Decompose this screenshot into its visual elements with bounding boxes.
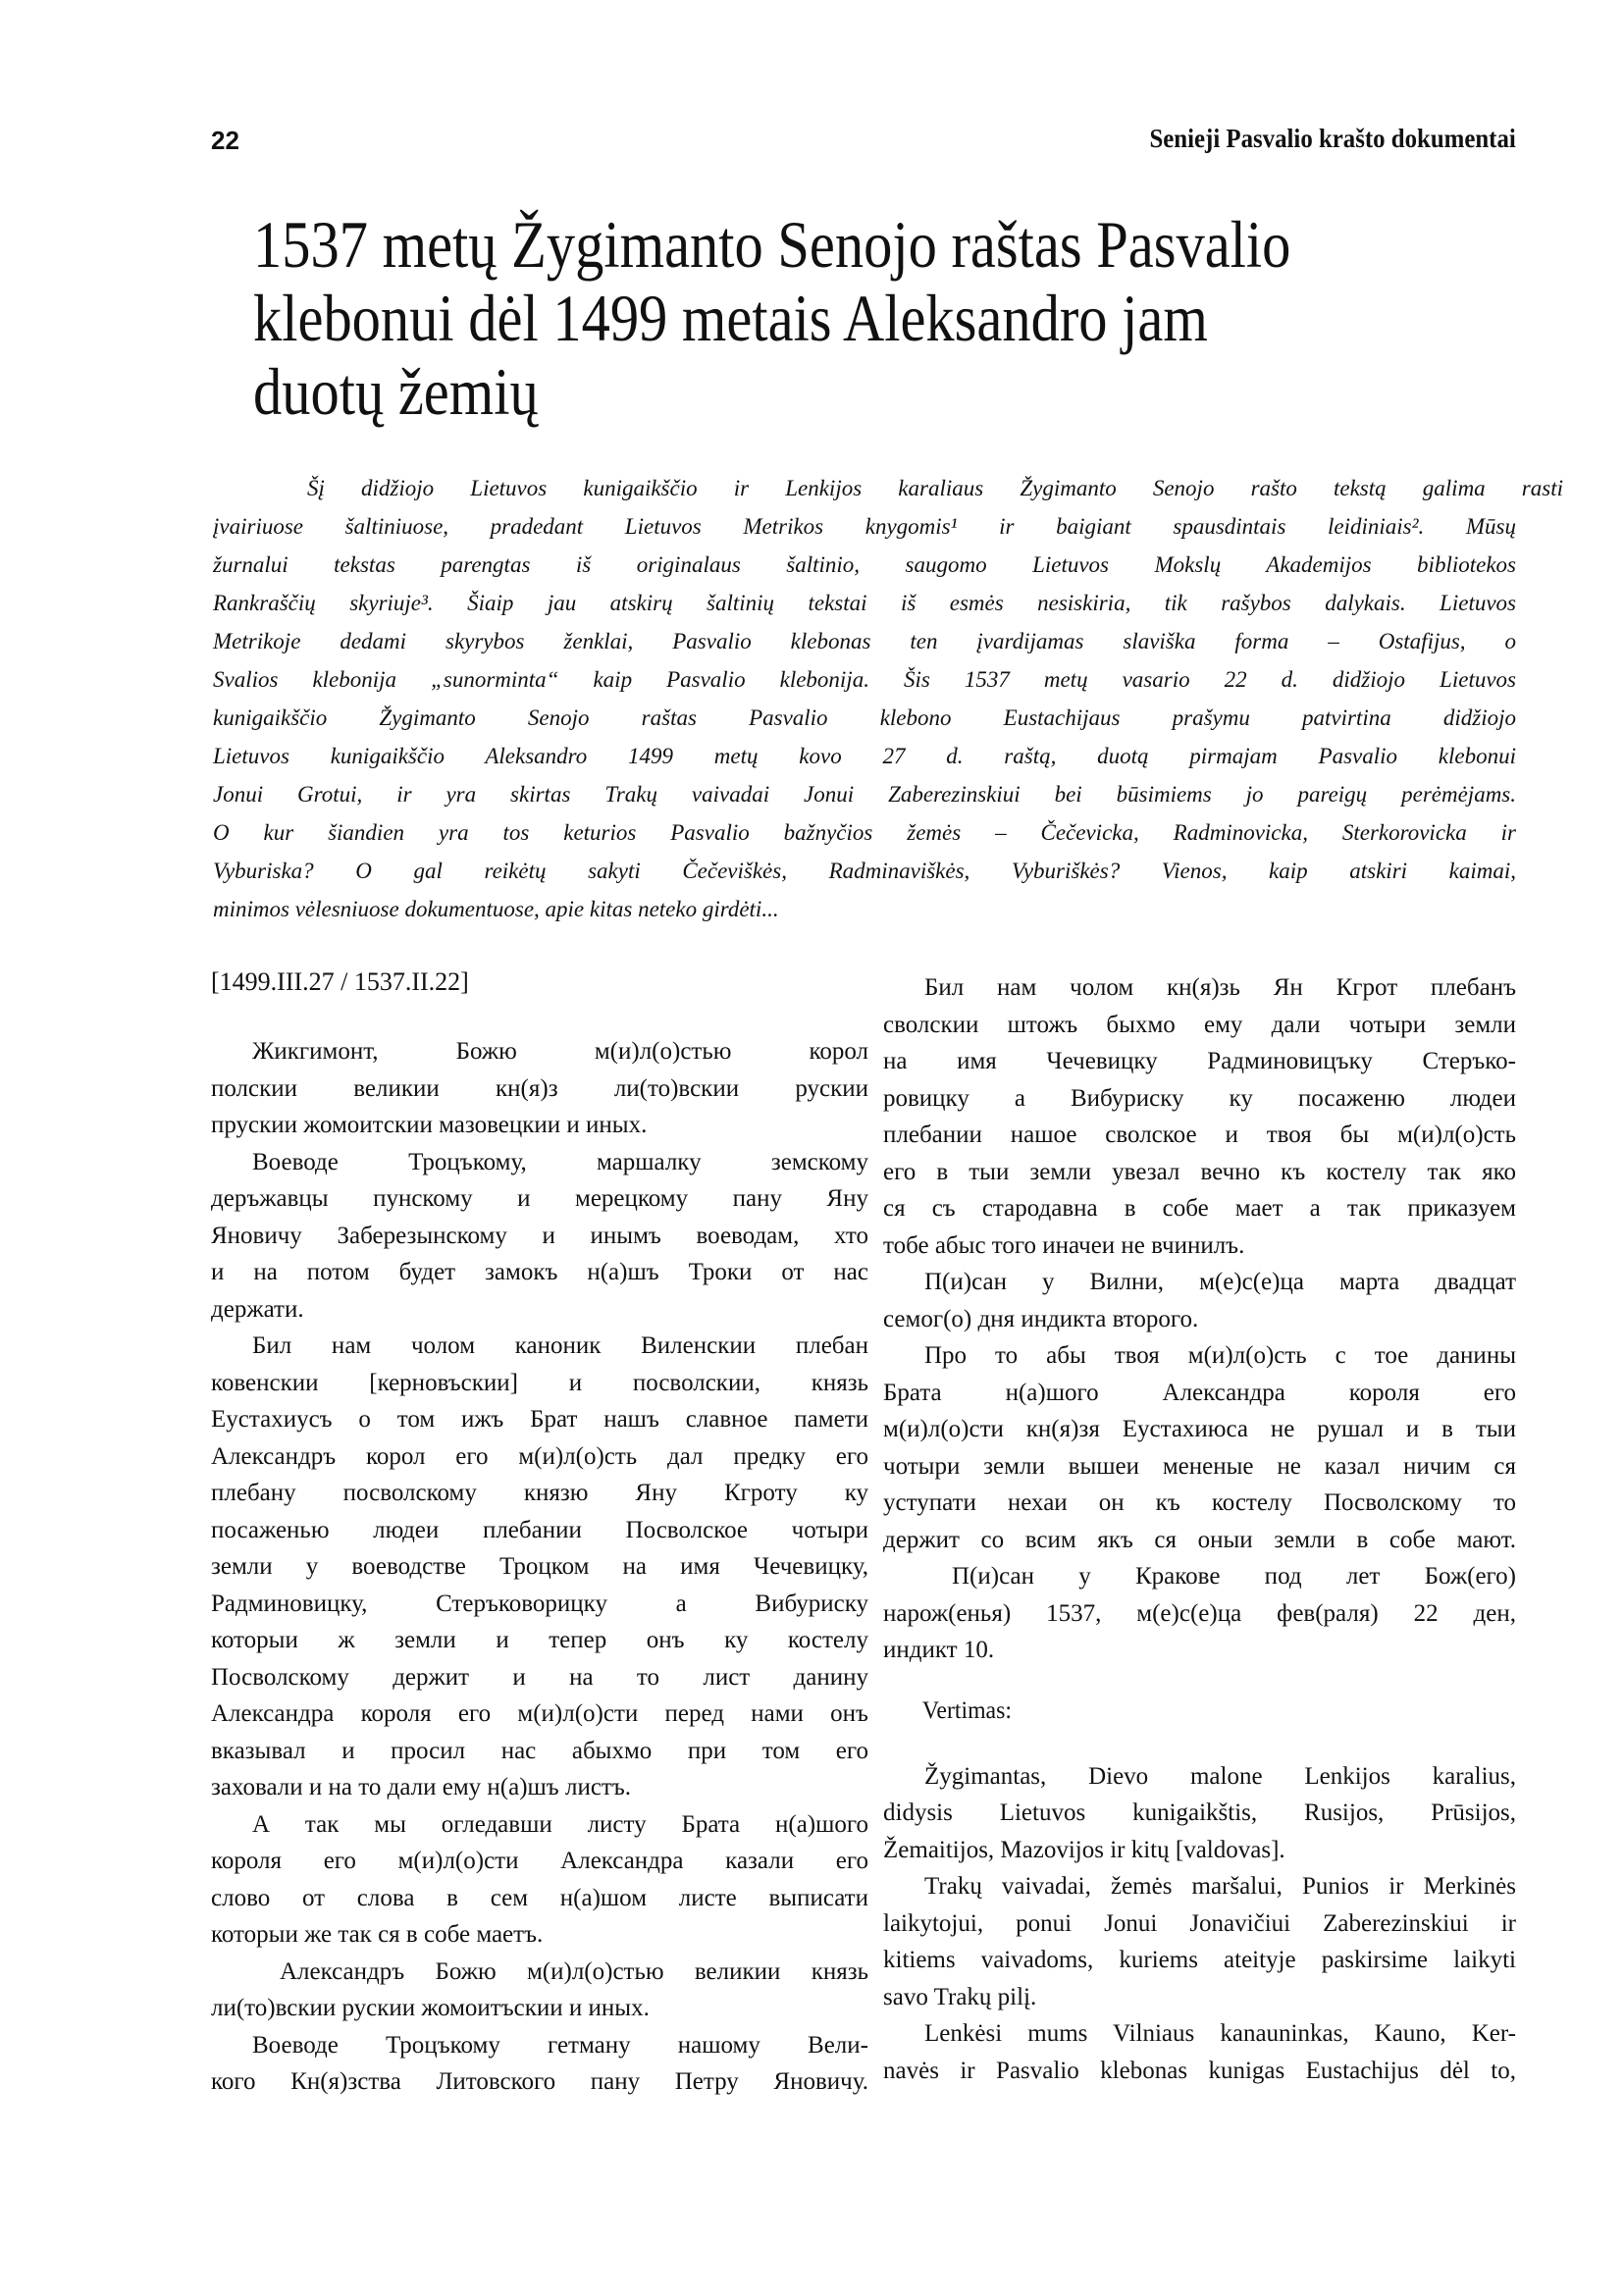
translation-line: kitiems vaivadoms, kuriems ateityje paskirsime laikyti <box>883 1947 1516 1973</box>
intro-line: kunigaikščio Žygimanto Senojo raštas Pasvalio klebono Eustachijaus prašymu patvirtina didžiojo <box>213 705 1516 730</box>
text-line: ся съ стародавна в собе мает а так приказуем <box>883 1195 1516 1222</box>
text-line: семог(о) дня индикта второго. <box>883 1305 1199 1332</box>
text-line: которыи ж земли и тепер онъ ку костелу <box>211 1627 868 1653</box>
text-line: слово от слова в сем н(а)шом листе выписати <box>211 1884 868 1911</box>
text-line: индикт 10. <box>883 1637 995 1663</box>
text-line: посаженью людеи плебании Посволское чотыри <box>211 1516 868 1543</box>
translation-line: laikytojui, ponui Jonui Jonavičiui Zaberezinskiui ir <box>883 1909 1516 1937</box>
text-line: держит со всим якъ ся оныи земли в собе мают. <box>883 1526 1516 1553</box>
intro-paragraph <box>213 469 1563 928</box>
intro-line: Rankraščių skyriuje³. Šiaip jau atskirų šaltinių tekstai iš esmės nesiskiria, tik rašybos dalykais. Lietuvos <box>213 591 1516 615</box>
text-line: и на потом будет замокъ н(а)шъ Троки от нас <box>211 1259 868 1285</box>
text-line: Посволскому держит и на то лист данину <box>211 1663 868 1691</box>
intro-line: Lietuvos kunigaikščio Aleksandro 1499 metų kovo 27 d. raštą, duotą pirmajam Pasvalio klebonui <box>213 744 1516 768</box>
text-line: Еустахиусъ о том ижъ Брат нашъ славное памети <box>211 1406 868 1433</box>
text-line: заховали и на то дали ему н(а)шъ листъ. <box>211 1774 632 1800</box>
text-line: тобе абыс того иначеи не вчинилъ. <box>883 1231 1245 1259</box>
text-line: Александръ Божю м(и)л(о)стью великии князь <box>280 1957 868 1985</box>
text-line: полскии великии кн(я)з ли(то)вскии рускии <box>211 1074 868 1102</box>
text-line: Александръ корол его м(и)л(о)сть дал предку его <box>211 1442 868 1470</box>
text-line: Брата н(а)шого Александра короля его <box>883 1379 1516 1406</box>
translation-line: Žemaitijos, Mazovijos ir kitų [valdovas]. <box>883 1836 1285 1863</box>
text-line: Про то абы твоя м(и)л(о)сть с тое данины <box>924 1342 1516 1369</box>
text-line: П(и)сан у Вилни, м(е)с(е)ца марта двадцат <box>924 1269 1516 1295</box>
text-line: уступати нехаи он къ костелу Посволскому то <box>883 1489 1516 1516</box>
text-line: на имя Чечевицку Радминовицъку Стеръко- <box>883 1048 1516 1074</box>
text-line: ли(то)вскии рускии жомоитъскии и иных. <box>211 1995 650 2021</box>
translation-line: Žygimantas, Dievo malone Lenkijos karalius, <box>924 1762 1516 1790</box>
translation-line: navės ir Pasvalio klebonas kunigas Eustachijus dėl to, <box>883 2057 1516 2084</box>
text-line: м(и)л(о)сти кн(я)зя Еустахиюса не рушал и в тыи <box>883 1416 1516 1442</box>
text-line: плебании нашое сволское и твоя бы м(и)л(о)сть <box>883 1121 1516 1148</box>
left-column-original-text <box>211 964 868 2101</box>
text-line: Бил нам чолом каноник Виленскии плебан <box>252 1332 868 1359</box>
text-line: Яновичу Заберезынскому и инымъ воеводам, хто <box>211 1222 868 1249</box>
text-line: прускии жомоитскии мазовецкии и иных. <box>211 1112 648 1138</box>
intro-line: Šį didžiojo Lietuvos kunigaikščio ir Lenkijos karaliaus Žygimanto Senojo rašto tekstą galima rasti <box>307 476 1563 500</box>
intro-line: minimos vėlesniuose dokumentuose, apie kitas neteko girdėti... <box>213 897 779 921</box>
text-line: П(и)сан у Кракове под лет Бож(его) <box>952 1563 1516 1590</box>
translation-line: Lenkėsi mums Vilniaus kanauninkas, Kauno, Ker- <box>924 2020 1516 2047</box>
right-column-text <box>883 969 1516 2089</box>
intro-line: O kur šiandien yra tos keturios Pasvalio bažnyčios žemės – Čečevicka, Radminovicka, Sterkorovicka ir <box>213 820 1516 845</box>
text-line: держати. <box>211 1295 304 1323</box>
text-line: деръжавцы пунскому и мерецкому пану Яну <box>211 1185 868 1212</box>
text-line: Александра короля его м(и)л(о)сти перед нами онъ <box>211 1700 868 1727</box>
text-line: ковенскии [керновъскии] и посволскии, князь <box>211 1369 868 1396</box>
text-line: Радминовицку, Стеръковорицку а Вибуриску <box>211 1590 868 1617</box>
text-line: нарож(енья) 1537, м(е)с(е)ца фев(раля) 22 ден, <box>883 1599 1516 1627</box>
title-line: klebonui dėl 1499 metais Aleksandro jam <box>253 281 1208 355</box>
intro-line: žurnalui tekstas parengtas iš originalaus šaltinio, saugomo Lietuvos Mokslų Akademijos bibliotekos <box>213 552 1516 577</box>
translation-line: savo Trakų pilį. <box>883 1983 1037 2010</box>
intro-line: Svalios klebonija „sunorminta“ kaip Pasvalio klebonija. Šis 1537 metų vasario 22 d. didžiojo Lietuvos <box>213 667 1516 692</box>
article-title <box>253 208 1350 429</box>
intro-line: įvairiuose šaltiniuose, pradedant Lietuvos Metrikos knygomis¹ ir baigiant spausdintais leidiniais². Mūsų <box>213 514 1516 539</box>
text-line: короля его м(и)л(о)сти Александра казали его <box>211 1848 868 1874</box>
text-line: А так мы огледавши листу Брата н(а)шого <box>252 1810 868 1838</box>
translation-line: Trakų vaivadai, žemės maršalui, Punios ir Merkinės <box>924 1873 1516 1900</box>
text-line: ровицку а Вибуриску ку посаженю людеи <box>883 1084 1516 1112</box>
text-line: которыи же так ся в собе маетъ. <box>211 1921 544 1948</box>
text-line: плебану посволскому князю Яну Кгроту ку <box>211 1480 868 1506</box>
page-number: 22 <box>211 126 239 155</box>
text-line: земли у воеводстве Троцком на имя Чечевицку, <box>211 1553 868 1580</box>
intro-line: Vyburiska? O gal reikėtų sakyti Čečeviškės, Radminaviškės, Vyburiškės? Vienos, kaip atskiri kaimai, <box>213 859 1516 883</box>
text-line: кого Кн(я)зства Литовского пану Петру Яновичу. <box>211 2068 868 2095</box>
title-line: duotų žemių <box>253 354 539 429</box>
text-line: чотыри земли вышеи мененые не казал ничим ся <box>883 1452 1516 1480</box>
text-line: Жикгимонт, Божю м(и)л(о)стью корол <box>252 1038 868 1065</box>
text-line: Воеводе Троцъкому, маршалку земскому <box>252 1148 868 1175</box>
text-line: его в тыи земли увезал вечно къ костелу так яко <box>883 1158 1516 1185</box>
intro-line: Metrikoje dedami skyrybos ženklai, Pasvalio klebonas ten įvardijamas slaviška forma – Ostafijus, o <box>213 629 1516 653</box>
document-date-heading: [1499.III.27 / 1537.II.22] <box>211 967 469 996</box>
running-header: Senieji Pasvalio krašto dokumentai <box>1149 124 1516 153</box>
text-line: Воеводе Троцъкому гетману нашому Вели- <box>252 2031 868 2059</box>
text-line: сволскии штожъ быхмо ему дали чотыри земли <box>883 1011 1516 1038</box>
text-line: Бил нам чолом кн(я)зь Ян Кгрот плебанъ <box>924 974 1516 1001</box>
translation-line: didysis Lietuvos kunigaikštis, Rusijos, Prūsijos, <box>883 1799 1516 1826</box>
translation-heading: Vertimas: <box>921 1696 1012 1724</box>
intro-line: Jonui Grotui, ir yra skirtas Trakų vaivadai Jonui Zaberezinskiui bei būsimiems jo pareigų perėmėjams. <box>213 782 1516 807</box>
title-line: 1537 metų Žygimanto Senojo raštas Pasvalio <box>253 207 1291 282</box>
text-line: вказывал и просил нас абыхмо при том его <box>211 1737 868 1764</box>
